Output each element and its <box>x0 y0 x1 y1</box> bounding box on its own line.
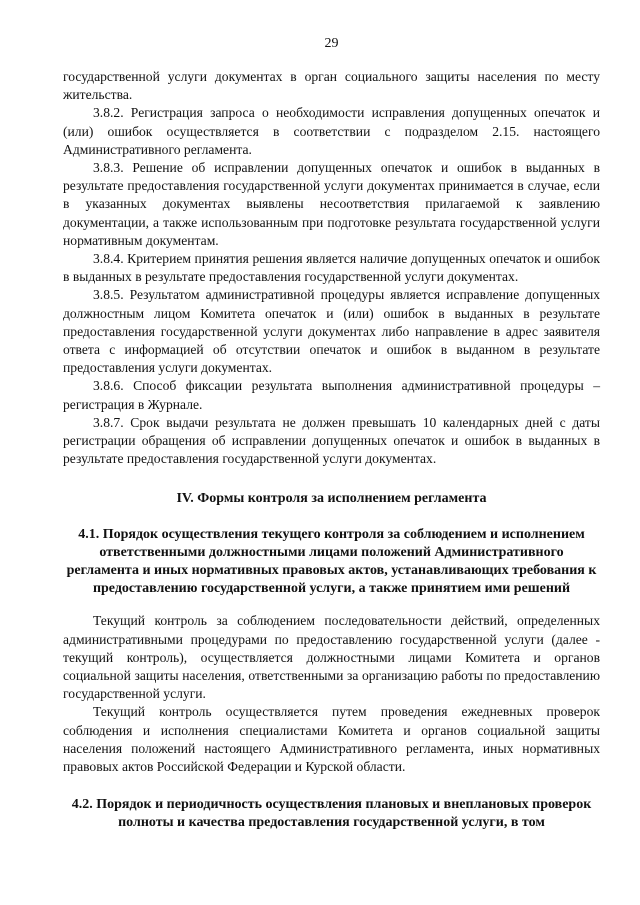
paragraph-continuation: государственной услуги документах в орган социального защиты населения по месту жительства. <box>63 69 600 103</box>
paragraph-4-1-second: Текущий контроль осуществляется путем проведения ежедневных проверок соблюдения и исполнения специалистами Комитета и органов социальной защиты населения положений настоящего Административного регламента, иных нормативных правовых актов Российской Федерации и Курской области. <box>63 704 600 775</box>
paragraph-4-1-first: Текущий контроль за соблюдением последовательности действий, определенных административными процедурами по предоставлению государственной услуги (далее - текущий контроль), осуществляется должностными лицами Комитета и органов социальной защиты населения, ответственными за организацию работы по предоставлению государственной услуги. <box>63 613 600 702</box>
subsection-heading-4-2: 4.2. Порядок и периодичность осуществления плановых и внеплановых проверок полноты и качества предоставления государственной услуги, в том <box>71 797 592 831</box>
paragraph-3-8-3: 3.8.3. Решение об исправлении допущенных опечаток и ошибок в выданных в результате предоставления государственной услуги документах принимается в случае, если в указанных документах выявлены несоответствия прилагаемой к заявлению документации, а также использованным при подготовке результата государственной услуги нормативным документам. <box>63 160 600 248</box>
paragraph-3-8-4: 3.8.4. Критерием принятия решения является наличие допущенных опечаток и ошибок в выданных в результате предоставления государственной услуги документах. <box>63 251 600 285</box>
paragraph-3-8-5: 3.8.5. Результатом административной процедуры является исправление допущенных должностным лицом Комитета опечаток и (или) ошибок в выданных в результате предоставления государственной услуги документах либо направление в адрес заявителя ответа с информацией об отсутствии опечаток и ошибок в выданном в результате предоставления услуги документах. <box>63 287 600 376</box>
paragraph-3-8-7: 3.8.7. Срок выдачи результата не должен превышать 10 календарных дней с даты регистрации обращения об исправлении допущенных опечаток и ошибок в выданных в результате предоставления государственной услуги документах. <box>63 414 600 467</box>
paragraph-3-8-6: 3.8.6. Способ фиксации результата выполнения административной процедуры – регистрация в Журнале. <box>63 378 600 412</box>
section-heading-iv: IV. Формы контроля за исполнением регламента <box>176 491 487 507</box>
paragraph-3-8-2: 3.8.2. Регистрация запроса о необходимости исправления допущенных опечаток и (или) ошибок осуществляется в соответствии с подразделом 2.15. настоящего Административного регламента. <box>63 105 600 157</box>
subsection-heading-4-1: 4.1. Порядок осуществления текущего контроля за соблюдением и исполнением ответственными должностными лицами положений Административного регламента и иных нормативных правовых актов, устанавливающих требования к предоставлению государственной услуги, а также принятием ими решений <box>66 527 597 597</box>
page-number: 29 <box>324 36 339 51</box>
